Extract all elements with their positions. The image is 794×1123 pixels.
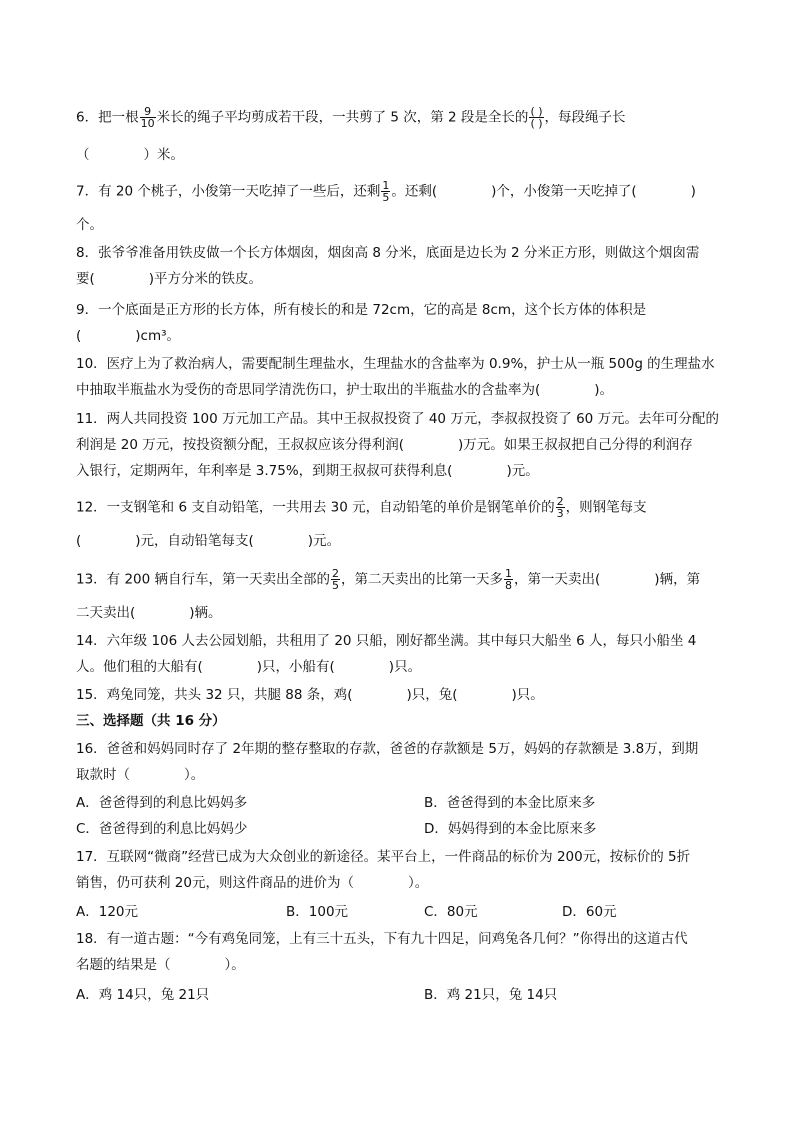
q12-line1: 12．一支钢笔和 6 支自动铅笔，一共用去 30 元，自动铅笔的单价是钢笔单价的 $\frac{2}{3}$ ，则钢笔每支 (76, 495, 647, 520)
q6-line2: （ ）米。 (76, 147, 184, 163)
q17-line1: 17．互联网“微商”经营已成为大众创业的新途径。某平台上，一件商品的标价为 200元，按标价的 5折 (76, 849, 691, 865)
q16-line2: 取款时（ ）。 (76, 767, 205, 783)
q9-line1: 9．一个底面是正方形的长方体，所有棱长的和是 72cm，它的高是 8cm，这个长方体的体积是 (76, 302, 647, 318)
q14-line2: 人。他们租的大船有( )只，小船有( )只。 (76, 659, 422, 675)
q8-line1: 8．张爷爷准备用铁皮做一个长方体烟囱，烟囱高 8 分米，底面是边长为 2 分米正方形，则做这个烟囱需 (76, 245, 700, 261)
q16-option-a[interactable]: A．爸爸得到的利息比妈妈多 (76, 795, 248, 811)
q17-line2: 销售，仍可获利 20元，则这件商品的进价为（ ）。 (76, 875, 429, 891)
q17-option-b[interactable]: B．100元 (286, 904, 349, 920)
q17-options-row (76, 903, 617, 921)
q17-option-d[interactable]: D．60元 (562, 904, 617, 920)
q18-option-a[interactable]: A．鸡 14只，兔 21只 (76, 987, 210, 1003)
q7-line1: 7．有 20 个桃子，小俊第一天吃掉了一些后，还剩 $\frac{1}{5}$ 。还剩( )个，小俊第一天吃掉了( ) (76, 179, 696, 204)
q11-line2: 利润是 20 万元，按投资额分配，王叔叔应该分得利润( )万元。如果王叔叔把自己分得的利润存 (76, 437, 693, 453)
q12-line2: ( )元，自动铅笔每支( )元。 (76, 533, 341, 549)
q18-option-b[interactable]: B．鸡 21只，兔 14只 (424, 987, 558, 1003)
q17-option-c[interactable]: C．80元 (424, 904, 478, 920)
section-3-title: 三、选择题（共 16 分） (76, 713, 226, 729)
q12-fraction: $\frac{2}{3}$ (556, 495, 564, 520)
q11-line3: 入银行，定期两年，年利率是 3.75%，到期王叔叔可获得利息( )元。 (76, 463, 539, 479)
q16-option-d[interactable]: D．妈妈得到的本金比原来多 (424, 821, 597, 837)
q6-fraction-9-10: $\frac{9}{10}$ (140, 105, 155, 130)
q18-line2: 名题的结果是（ ）。 (76, 957, 245, 973)
q16-option-b[interactable]: B．爸爸得到的本金比原来多 (424, 795, 596, 811)
q13-fraction-2-5: $\frac{2}{5}$ (332, 567, 340, 592)
q7-line2: 个。 (76, 217, 103, 233)
q16-option-c[interactable]: C．爸爸得到的利息比妈妈少 (76, 821, 248, 837)
q11-line1: 11．两人共同投资 100 万元加工产品。其中王叔叔投资了 40 万元，李叔叔投资了 60 万元。去年可分配的 (76, 411, 720, 427)
q13-fraction-1-8: $\frac{1}{8}$ (505, 567, 513, 592)
q16-options-row2 (76, 820, 597, 838)
q13-line2: 二天卖出( )辆。 (76, 605, 222, 621)
q13-line1: 13．有 200 辆自行车，第一天卖出全部的 $\frac{2}{5}$ ，第二天卖出的比第一天多 $\frac{1}{8}$ ，第一天卖出( )辆，第 (76, 567, 701, 592)
q10-line1: 10．医疗上为了救治病人，需要配制生理盐水，生理盐水的含盐率为 0.9%，护士从一瓶 500g 的生理盐水 (76, 356, 715, 372)
q7-fraction: $\frac{1}{5}$ (382, 179, 390, 204)
q17-option-a[interactable]: A．120元 (76, 904, 139, 920)
q9-line2: ( )cm³。 (76, 328, 181, 344)
q10-line2: 中抽取半瓶盐水为受伤的奇思同学清洗伤口，护士取出的半瓶盐水的含盐率为( )。 (76, 382, 614, 398)
q14-line1: 14．六年级 106 人去公园划船，共租用了 20 只船，刚好都坐满。其中每只大船坐 6 人，每只小船坐 4 (76, 633, 697, 649)
q16-options-row1 (76, 794, 596, 812)
q15-line1: 15．鸡兔同笼，共头 32 只，共腿 88 条，鸡( )只，兔( )只。 (76, 687, 544, 703)
q8-line2: 要( )平方分米的铁皮。 (76, 271, 263, 287)
q16-line1: 16．爸爸和妈妈同时存了 2年期的整存整取的存款，爸爸的存款额是 5万，妈妈的存款额是 3.8万，到期 (76, 741, 699, 757)
q18-options-row (76, 986, 558, 1004)
q6-fraction-blank: $\frac{( )}{( )}$ (530, 105, 543, 130)
q6-line1: 6．把一根 $\frac{9}{10}$ 米长的绳子平均剪成若干段，一共剪了 5 次，第 2 段是全长的 $\frac{( )}{( )}$ ，每段绳子长 (76, 105, 626, 130)
q18-line1: 18．有一道古题：“今有鸡兔同笼，上有三十五头，下有九十四足，问鸡兔各几何？”你得出的这道古代 (76, 931, 688, 947)
